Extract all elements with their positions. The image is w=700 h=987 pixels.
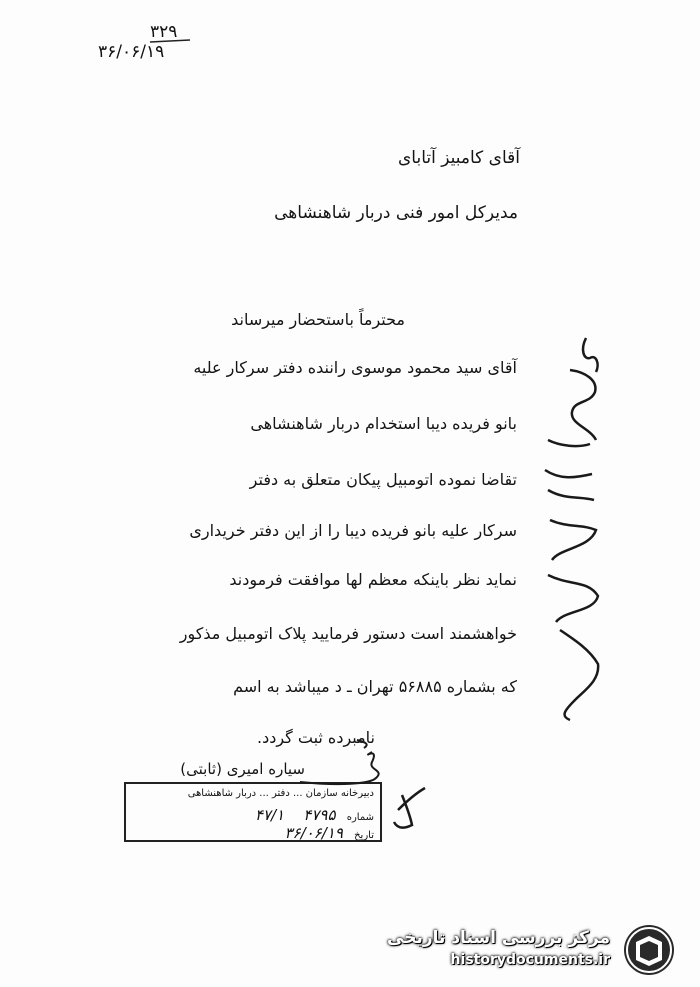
- body-line: محترماً باستحضار میرساند: [231, 310, 405, 329]
- body-line: که بشماره ۵۶۸۸۵ تهران ـ د میباشد به اسم: [233, 677, 517, 696]
- watermark: [364, 922, 684, 978]
- registry-stamp: [124, 782, 382, 842]
- stamp-date-value: ۳۶/۰۶/۱۹: [284, 824, 343, 842]
- letter-number: ۳۲۹: [150, 22, 178, 42]
- stamp-number-row: [247, 806, 374, 824]
- stamp-number-label: شماره: [346, 812, 374, 823]
- letter-date: ۳۶/۰۶/۱۹: [98, 42, 165, 62]
- addressee-name: آقای کامبیز آتابای: [397, 148, 520, 168]
- body-line: سرکار علیه بانو فریده دیبا را از این دفتر خریداری: [189, 521, 517, 540]
- body-line: آقای سید محمود موسوی راننده دفتر سرکار علیه: [193, 358, 517, 377]
- archive-logo-icon: [618, 922, 680, 978]
- body-line: نامبرده ثبت گردد.: [256, 728, 375, 747]
- stamp-header: دبیرخانه سازمان ... دفتر ... دربار شاهنشاهی: [187, 788, 374, 799]
- addressee-title: مدیرکل امور فنی دربار شاهنشاهی: [274, 203, 518, 223]
- body-line: نماید نظر باینکه معظم لها موافقت فرمودند: [229, 570, 517, 589]
- stamp-date-row: [276, 824, 374, 842]
- signature-name: سیاره امیری (ثابتی): [180, 760, 305, 778]
- body-line: بانو فریده دیبا استخدام دربار شاهنشاهی: [250, 414, 517, 433]
- watermark-title: مرکز بررسی اسناد تاریخی: [387, 928, 610, 948]
- stamp-date-label: تاریخ: [354, 830, 374, 841]
- watermark-url: historydocuments.ir: [450, 952, 610, 968]
- body-line: خواهشمند است دستور فرمایید پلاک اتومبیل مذکور: [179, 624, 517, 643]
- signature-scribble: [300, 752, 379, 784]
- stamp-number-value: ۴۷۹۵: [303, 806, 336, 824]
- margin-annotation: [545, 338, 598, 720]
- cross-mark: [394, 788, 425, 828]
- stamp-number-hand: ۴۷/۱: [254, 806, 285, 824]
- body-line: تقاضا نموده اتومبیل پیکان متعلق به دفتر: [249, 470, 517, 489]
